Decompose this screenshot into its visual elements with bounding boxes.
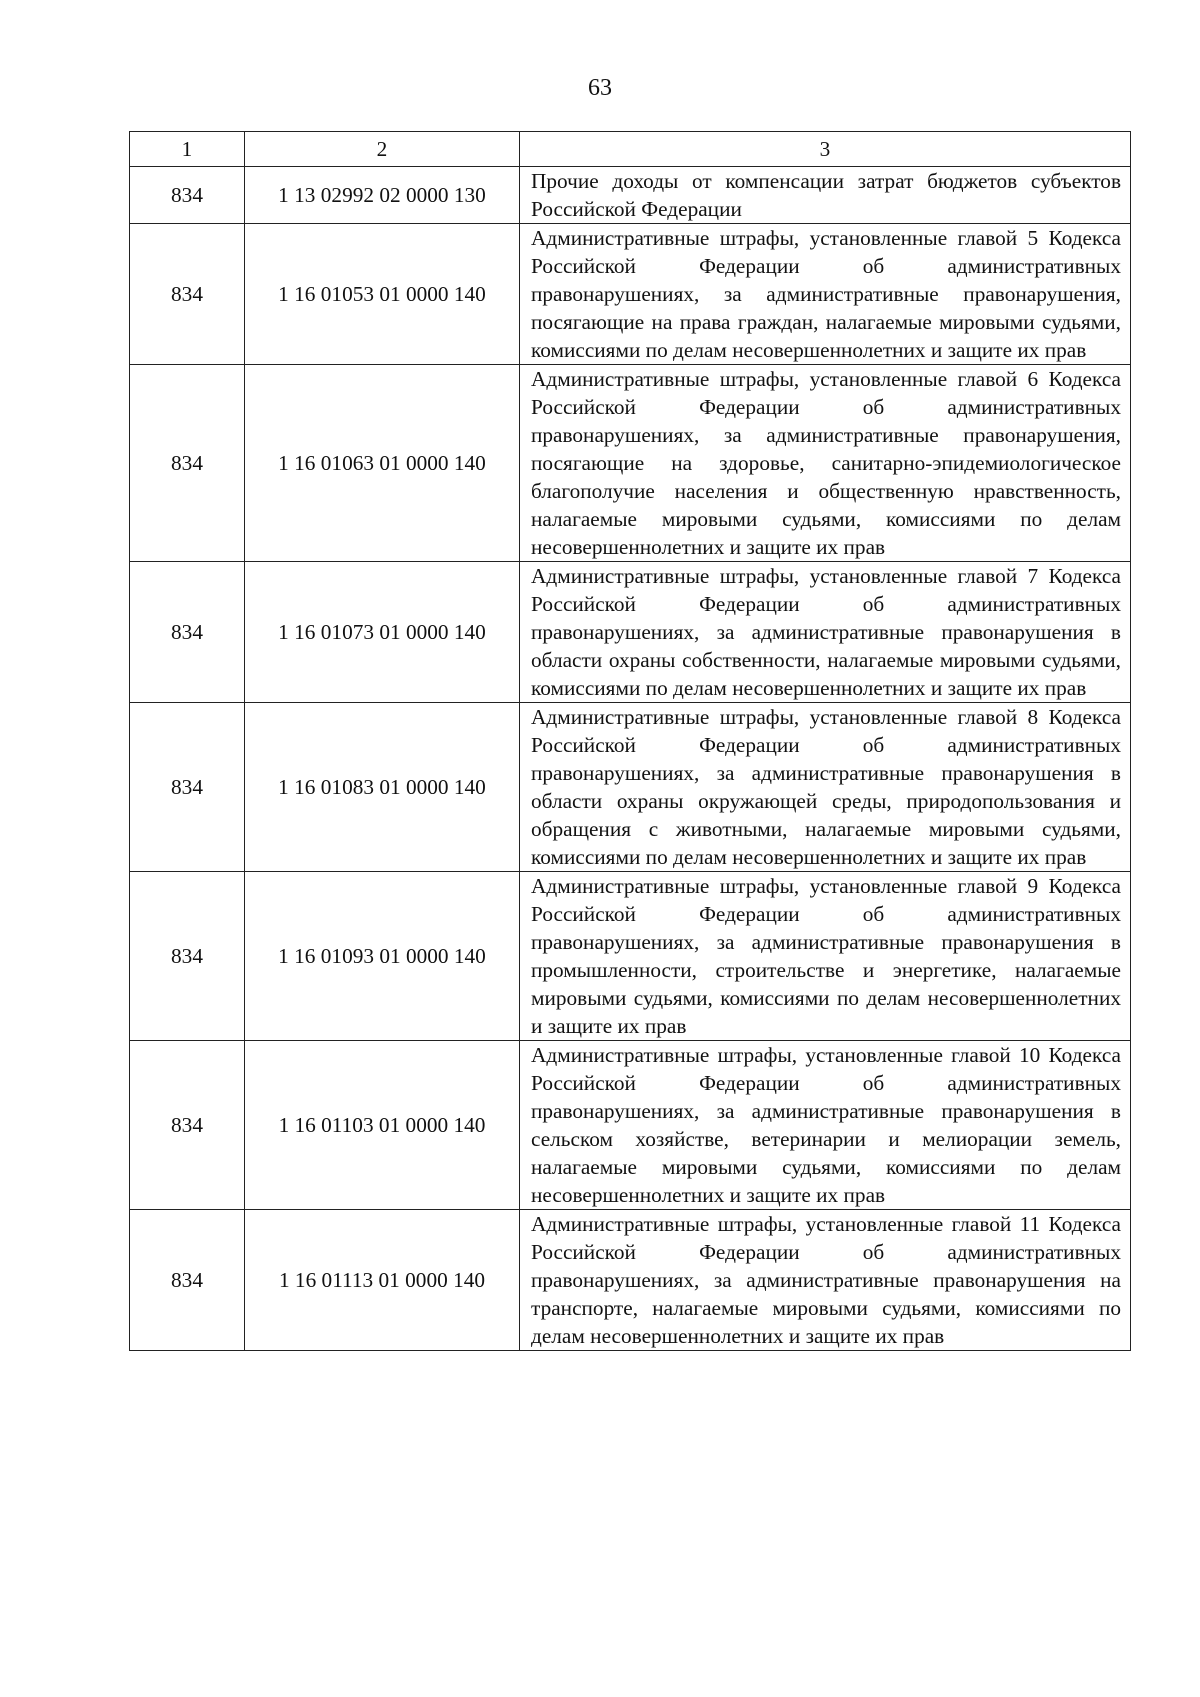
description-text: Административные штрафы, установленные главой 5 Кодекса Российской Федерации об административных правонарушениях, за административные правонарушения, посягающие на права граждан, налагаемые мировыми судьями, комиссиями по делам несовершеннолетних и защите их прав [531,226,1121,362]
admin-code-cell: 834 [130,562,245,703]
revenue-code-cell: 1 16 01073 01 0000 140 [245,562,520,703]
table-row [130,167,1131,224]
description-cell [520,1041,1131,1210]
table-row [130,703,1131,872]
admin-code-cell: 834 [130,224,245,365]
revenue-code-cell: 1 16 01093 01 0000 140 [245,872,520,1041]
admin-code-cell: 834 [130,872,245,1041]
column-header-1: 1 [130,132,245,167]
table-row [130,872,1131,1041]
description-text: Административные штрафы, установленные главой 10 Кодекса Российской Федерации об административных правонарушениях, за административные правонарушения в сельском хозяйстве, ветеринарии и мелиорации земель, налагаемые мировыми судьями, комиссиями по делам несовершеннолетних и защите их прав [531,1043,1121,1207]
description-text: Административные штрафы, установленные главой 7 Кодекса Российской Федерации об административных правонарушениях, за административные правонарушения в области охраны собственности, налагаемые мировыми судьями, комиссиями по делам несовершеннолетних и защите их прав [531,564,1121,700]
revenue-code-cell: 1 13 02992 02 0000 130 [245,167,520,224]
revenue-codes-table [129,131,1131,1351]
admin-code-cell: 834 [130,703,245,872]
table-row [130,562,1131,703]
column-header-2: 2 [245,132,520,167]
description-text: Административные штрафы, установленные главой 11 Кодекса Российской Федерации об административных правонарушениях, за административные правонарушения на транспорте, налагаемые мировыми судьями, комиссиями по делам несовершеннолетних и защите их прав [531,1212,1121,1348]
description-text: Административные штрафы, установленные главой 8 Кодекса Российской Федерации об административных правонарушениях, за административные правонарушения в области охраны окружающей среды, природопользования и обращения с животными, налагаемые мировыми судьями, комиссиями по делам несовершеннолетних и защите их прав [531,705,1121,869]
description-cell [520,365,1131,562]
table-row [130,1041,1131,1210]
description-text: Административные штрафы, установленные главой 6 Кодекса Российской Федерации об административных правонарушениях, за административные правонарушения, посягающие на здоровье, санитарно-эпидемиологическое благополучие населения и общественную нравственность, налагаемые мировыми судьями, комиссиями по делам несовершеннолетних и защите их прав [531,367,1121,559]
page-number: 63 [588,75,612,101]
table-row [130,224,1131,365]
table-header-row [130,132,1131,167]
revenue-code-cell: 1 16 01053 01 0000 140 [245,224,520,365]
table-row [130,1210,1131,1351]
description-cell [520,703,1131,872]
revenue-code-cell: 1 16 01113 01 0000 140 [245,1210,520,1351]
admin-code-cell: 834 [130,1210,245,1351]
column-header-3: 3 [520,132,1131,167]
description-cell [520,1210,1131,1351]
description-text: Прочие доходы от компенсации затрат бюджетов субъектов Российской Федерации [531,169,1121,221]
revenue-code-cell: 1 16 01063 01 0000 140 [245,365,520,562]
revenue-code-cell: 1 16 01103 01 0000 140 [245,1041,520,1210]
admin-code-cell: 834 [130,167,245,224]
admin-code-cell: 834 [130,365,245,562]
description-cell [520,562,1131,703]
description-text: Административные штрафы, установленные главой 9 Кодекса Российской Федерации об административных правонарушениях, за административные правонарушения в промышленности, строительстве и энергетике, налагаемые мировыми судьями, комиссиями по делам несовершеннолетних и защите их прав [531,874,1121,1038]
admin-code-cell: 834 [130,1041,245,1210]
description-cell [520,224,1131,365]
description-cell [520,167,1131,224]
revenue-code-cell: 1 16 01083 01 0000 140 [245,703,520,872]
description-cell [520,872,1131,1041]
table-row [130,365,1131,562]
